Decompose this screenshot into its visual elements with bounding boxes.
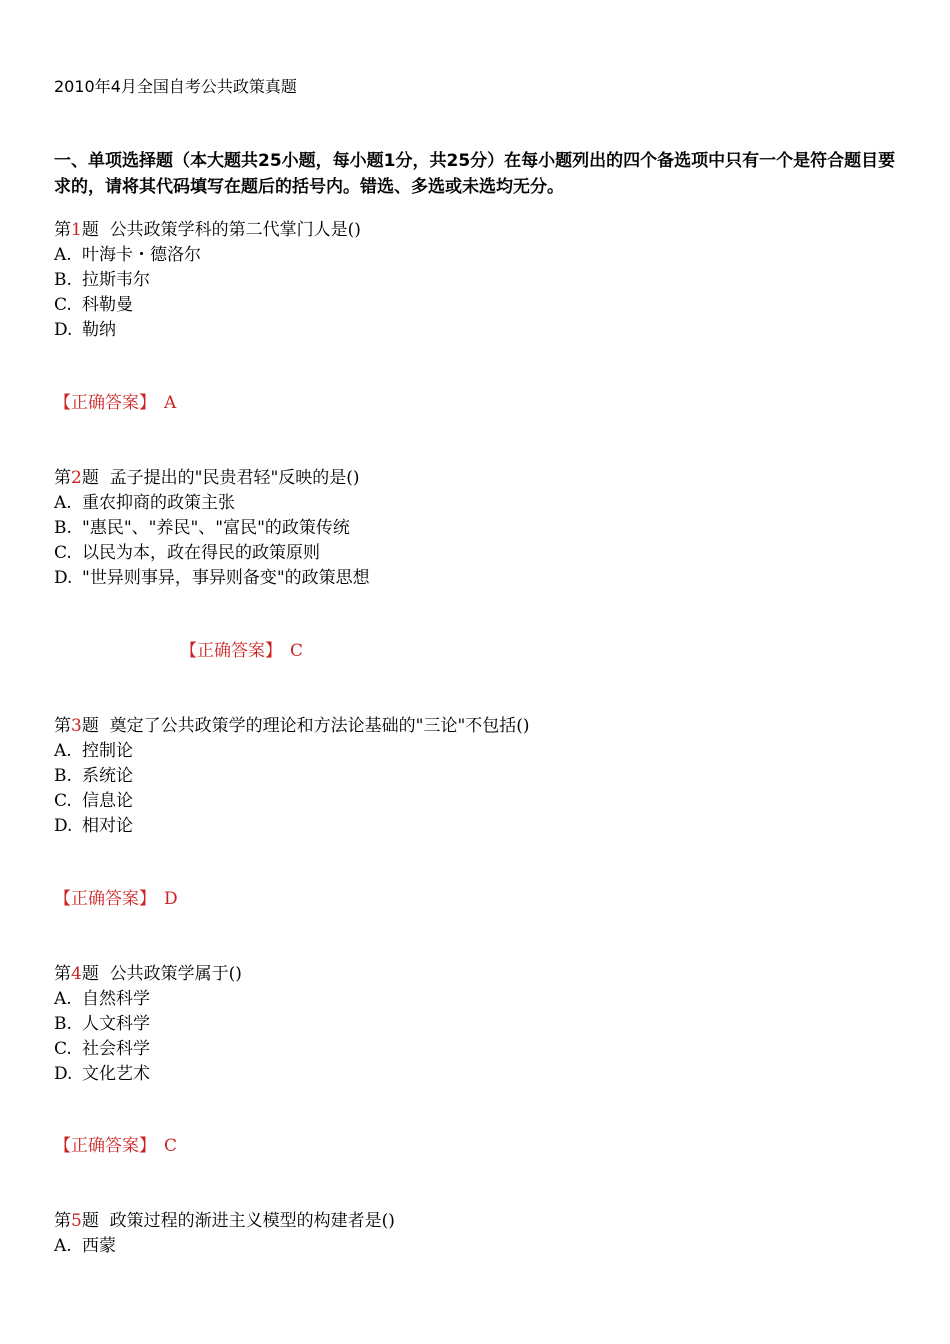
answer-label: 【正确答案】 [54, 393, 156, 413]
question-text: 孟子提出的"民贵君轻"反映的是() [109, 468, 360, 488]
question-suffix: 题 [81, 716, 99, 736]
answer-value: A [164, 393, 177, 413]
question-suffix: 题 [81, 468, 99, 488]
option-c [54, 541, 904, 566]
option-text: 信息论 [82, 791, 133, 811]
question-text: 公共政策学科的第二代掌门人是() [109, 220, 361, 240]
option-b [54, 268, 904, 293]
question-prefix: 第 [54, 220, 71, 240]
option-letter: C. [54, 791, 72, 811]
option-text: 科勒曼 [82, 295, 133, 315]
option-text: 重农抑商的政策主张 [82, 493, 235, 513]
section-heading: 一、单项选择题（本大题共25小题，每小题1分，共25分）在每小题列出的四个备选项中只有一个是符合题目要求的，请将其代码填写在题后的括号内。错选、多选或未选均无分。 [54, 151, 896, 197]
question-number: 2 [71, 468, 82, 488]
question-prefix: 第 [54, 716, 71, 736]
option-a [54, 243, 904, 268]
answer-value: C [290, 641, 304, 661]
question-stem [54, 466, 904, 491]
option-text: 社会科学 [82, 1039, 150, 1059]
option-letter: D. [54, 568, 73, 588]
option-letter: A. [54, 741, 72, 761]
answer-label: 【正确答案】 [180, 641, 282, 661]
answer-label: 【正确答案】 [54, 1136, 156, 1156]
question-number: 4 [71, 964, 82, 984]
option-text: 文化艺术 [82, 1064, 150, 1084]
option-text: "惠民"、"养民"、"富民"的政策传统 [82, 518, 350, 538]
option-letter: B. [54, 518, 72, 538]
question-3 [54, 714, 904, 839]
question-prefix: 第 [54, 964, 71, 984]
question-suffix: 题 [81, 1211, 99, 1231]
option-b [54, 516, 904, 541]
question-stem [54, 714, 904, 739]
question-5 [54, 1209, 904, 1259]
option-text: 系统论 [82, 766, 133, 786]
option-d [54, 814, 904, 839]
answer-1 [54, 391, 176, 416]
question-suffix: 题 [81, 964, 99, 984]
option-a [54, 1234, 904, 1259]
option-b [54, 764, 904, 789]
option-text: 自然科学 [82, 989, 150, 1009]
option-c [54, 789, 904, 814]
option-text: 拉斯韦尔 [82, 270, 150, 290]
option-letter: A. [54, 245, 72, 265]
answer-value: D [164, 889, 178, 909]
option-letter: C. [54, 295, 72, 315]
option-text: 相对论 [82, 816, 133, 836]
option-a [54, 491, 904, 516]
answer-3 [54, 887, 178, 912]
answer-label: 【正确答案】 [54, 889, 156, 909]
option-d [54, 318, 904, 343]
question-stem [54, 962, 904, 987]
question-text: 政策过程的渐进主义模型的构建者是() [109, 1211, 395, 1231]
question-number: 3 [71, 716, 82, 736]
option-c [54, 1037, 904, 1062]
question-4 [54, 962, 904, 1087]
document-title: 2010年4月全国自考公共政策真题 [54, 77, 297, 96]
question-text: 奠定了公共政策学的理论和方法论基础的"三论"不包括() [109, 716, 530, 736]
option-c [54, 293, 904, 318]
question-stem [54, 1209, 904, 1234]
question-text: 公共政策学属于() [109, 964, 242, 984]
option-letter: C. [54, 1039, 72, 1059]
option-text: 人文科学 [82, 1014, 150, 1034]
option-a [54, 987, 904, 1012]
option-text: 以民为本，政在得民的政策原则 [82, 543, 320, 563]
option-text: "世异则事异，事异则备变"的政策思想 [82, 568, 370, 588]
option-a [54, 739, 904, 764]
option-d [54, 1062, 904, 1087]
option-letter: A. [54, 1236, 72, 1256]
question-prefix: 第 [54, 1211, 71, 1231]
question-suffix: 题 [81, 220, 99, 240]
option-letter: C. [54, 543, 72, 563]
option-text: 西蒙 [82, 1236, 116, 1256]
option-letter: A. [54, 989, 72, 1009]
option-letter: B. [54, 270, 72, 290]
option-text: 叶海卡・德洛尔 [82, 245, 201, 265]
option-b [54, 1012, 904, 1037]
option-letter: B. [54, 766, 72, 786]
question-2 [54, 466, 904, 591]
question-prefix: 第 [54, 468, 71, 488]
answer-2 [180, 639, 303, 664]
question-stem [54, 218, 904, 243]
question-number: 1 [71, 220, 82, 240]
option-text: 勒纳 [82, 320, 116, 340]
option-letter: D. [54, 816, 73, 836]
option-d [54, 566, 904, 591]
question-number: 5 [71, 1211, 82, 1231]
option-letter: D. [54, 320, 73, 340]
option-letter: B. [54, 1014, 72, 1034]
question-1 [54, 218, 904, 343]
option-letter: A. [54, 493, 72, 513]
option-letter: D. [54, 1064, 73, 1084]
option-text: 控制论 [82, 741, 133, 761]
answer-4 [54, 1134, 177, 1159]
answer-value: C [164, 1136, 178, 1156]
